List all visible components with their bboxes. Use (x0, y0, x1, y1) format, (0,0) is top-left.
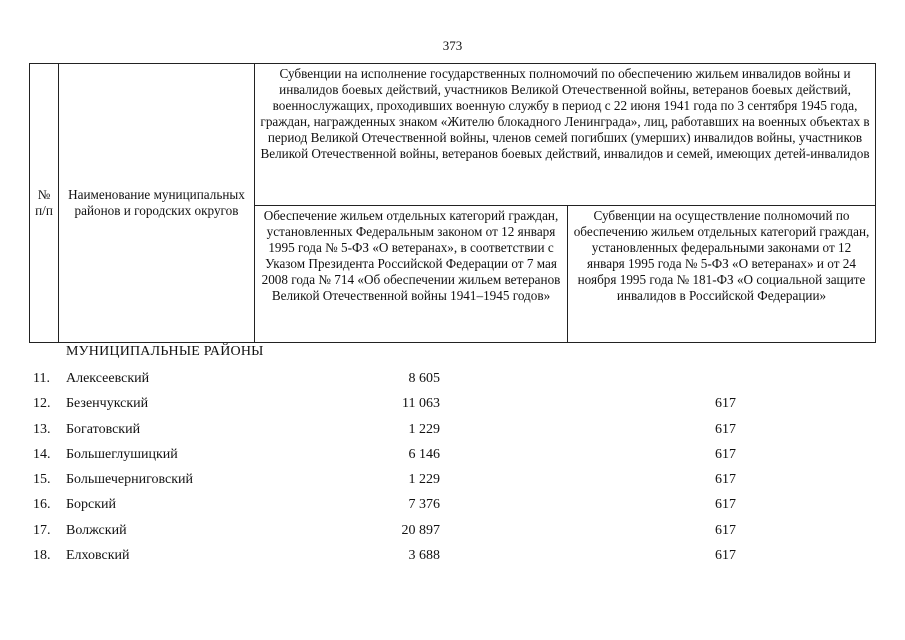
subcolumn-housing-veterans: Обеспечение жильем отдельных категорий граждан, установленных Федеральным законом от 12 января 1995 года № 5-ФЗ «О ветеранах», в соответствии с Указом Президента Российской Федерации от 7 мая 2008 года № 714 «Об обеспечении жильем ветеранов Великой Отечественной войны 1941–1945 годов» (255, 206, 568, 343)
column-number-header: № п/п (30, 64, 59, 343)
table-row (0, 393, 905, 418)
district-name: Богатовский (66, 421, 141, 437)
value-housing-veterans: 7 376 (408, 497, 440, 513)
row-number: 17. (33, 522, 51, 538)
row-number: 15. (33, 472, 51, 488)
value-housing-veterans: 8 605 (408, 371, 440, 386)
table-header (29, 63, 876, 343)
row-number: 11. (33, 371, 50, 386)
row-number: 12. (33, 396, 51, 412)
district-name: Большеглушицкий (66, 446, 178, 462)
value-housing-disabled: 617 (715, 421, 736, 437)
section-title: МУНИЦИПАЛЬНЫЕ РАЙОНЫ (66, 344, 264, 359)
value-housing-veterans: 3 688 (408, 548, 440, 564)
table-row (0, 545, 905, 570)
value-housing-veterans: 6 146 (408, 446, 440, 462)
table-row (0, 520, 905, 545)
value-housing-disabled: 617 (715, 472, 736, 488)
data-rows (0, 368, 905, 570)
district-name: Борский (66, 497, 117, 513)
value-housing-veterans: 1 229 (408, 472, 440, 488)
subcolumn-housing-disabled: Субвенции на осуществление полномочий по обеспечению жильем отдельных категорий граждан, установленных федеральными законами от 12 января 1995 года № 5-ФЗ «О ветеранах» и от 24 ноября 1995 года № 181-ФЗ «О социальной защите инвалидов в Российской Федерации» (568, 206, 876, 343)
value-housing-veterans: 20 897 (401, 522, 440, 538)
value-housing-disabled: 617 (715, 396, 736, 412)
row-number: 18. (33, 548, 51, 564)
value-housing-disabled: 617 (715, 522, 736, 538)
table-row (0, 494, 905, 519)
district-name: Волжский (66, 522, 127, 538)
value-housing-disabled: 617 (715, 548, 736, 564)
subsidy-main-heading: Субвенции на исполнение государственных полномочий по обеспечению жильем инвалидов войны и инвалидов боевых действий, участников Великой Отечественной войны, ветеранов боевых действий, военнослужащих, проходивших военную службу в период с 22 июня 1941 года по 3 сентября 1945 года, граждан, награжденных знаком «Жителю блокадного Ленинграда», лиц, работавших на военных объектах в период Великой Отечественной войны, членов семей погибших (умерших) инвалидов войны, участников Великой Отечественной войны, ветеранов боевых действий, инвалидов и семей, имеющих детей-инвалидов (255, 64, 876, 206)
district-name: Елховский (66, 548, 130, 564)
table-row (0, 444, 905, 469)
value-housing-disabled: 617 (715, 446, 736, 462)
value-housing-disabled: 617 (715, 497, 736, 513)
value-housing-veterans: 1 229 (408, 421, 440, 437)
table-row (0, 368, 905, 393)
value-housing-veterans: 11 063 (402, 396, 440, 412)
table-row (0, 469, 905, 494)
table-row (0, 419, 905, 444)
district-name: Большечерниговский (66, 472, 194, 488)
row-number: 16. (33, 497, 51, 513)
district-name: Безенчукский (66, 396, 149, 412)
page-number: 373 (442, 38, 463, 53)
column-name-header: Наименование муниципальных районов и городских округов (59, 64, 255, 343)
row-number: 14. (33, 446, 51, 462)
district-name: Алексеевский (66, 371, 150, 386)
row-number: 13. (33, 421, 51, 437)
